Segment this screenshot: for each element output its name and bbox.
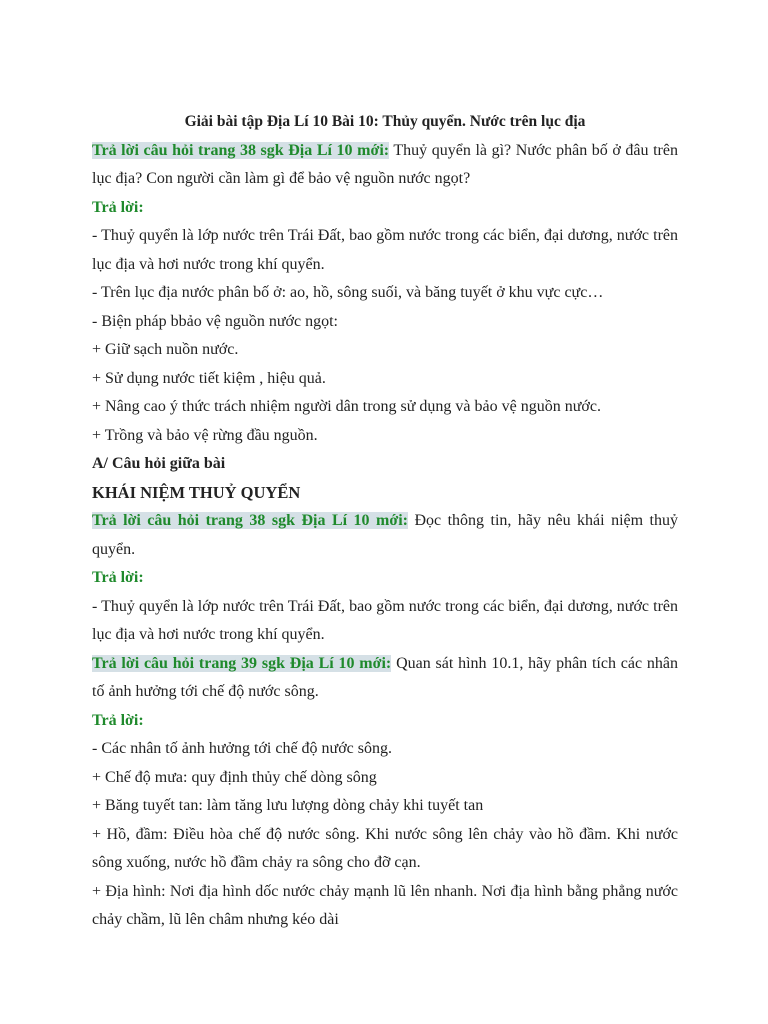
question-3 [92, 650, 678, 707]
answer-line: + Hồ, đầm: Điều hòa chế độ nước sông. Khi nước sông lên chảy vào hồ đầm. Khi nước sông xuống, nước hồ đầm chảy ra sông cho đỡ cạn. [92, 825, 678, 871]
document-page [92, 108, 678, 935]
answer-label: Trả lời: [92, 569, 144, 586]
question-label: Trả lời câu hỏi trang 39 sgk Địa Lí 10 mới: [92, 654, 392, 672]
subsection-heading: KHÁI NIỆM THUỶ QUYỂN [92, 482, 301, 502]
answer-line: + Địa hình: Nơi địa hình dốc nước chảy mạnh lũ lên nhanh. Nơi địa hình bằng phẳng nước chảy chầm, lũ lên châm nhưng kéo dài [92, 882, 678, 928]
answer-line: - Trên lục địa nước phân bố ở: ao, hồ, sông suối, và băng tuyết ở khu vực cực… [92, 284, 604, 301]
answer-line: + Giữ sạch nuồn nước. [92, 341, 239, 358]
answer-line: - Các nhân tố ảnh hưởng tới chế độ nước sông. [92, 740, 392, 757]
answer-line: + Nâng cao ý thức trách nhiệm người dân trong sử dụng và bảo vệ nguồn nước. [92, 398, 601, 415]
answer-line: + Sử dụng nước tiết kiệm , hiệu quả. [92, 369, 326, 387]
document-title: Giải bài tập Địa Lí 10 Bài 10: Thủy quyển. Nước trên lục địa [184, 113, 586, 130]
answer-line: + Chế độ mưa: quy định thủy chế dòng sông [92, 768, 377, 786]
answer-line: + Băng tuyết tan: làm tăng lưu lượng dòng chảy khi tuyết tan [92, 797, 484, 814]
question-text: Quan sát hình 10.1, hãy phân tích các nhân tố ảnh hưởng tới chế độ nước sông. [92, 654, 678, 700]
question-label: Trả lời câu hỏi trang 38 sgk Địa Lí 10 mới: [92, 512, 408, 529]
question-text: Thuỷ quyển là gì? Nước phân bố ở đâu trên lục địa? Con người cần làm gì để bảo vệ nguồn nước ngọt? [92, 141, 678, 187]
question-1 [92, 137, 678, 194]
answer-line: - Thuỷ quyển là lớp nước trên Trái Đất, bao gồm nước trong các biển, đại dương, nước trên lục địa và hơi nước trong khí quyển. [92, 227, 678, 273]
answer-line: - Thuỷ quyển là lớp nước trên Trái Đất, bao gồm nước trong các biển, đại dương, nước trên lục địa và hơi nước trong khí quyển. [92, 597, 678, 643]
question-label: Trả lời câu hỏi trang 38 sgk Địa Lí 10 mới: [92, 141, 390, 159]
section-heading: A/ Câu hỏi giữa bài [92, 455, 226, 472]
answer-line: - Biện pháp bbảo vệ nguồn nước ngọt: [92, 312, 338, 330]
answer-label: Trả lời: [92, 198, 144, 216]
answer-label: Trả lời: [92, 711, 144, 729]
question-2 [92, 507, 678, 564]
answer-line: + Trồng và bảo vệ rừng đầu nguồn. [92, 426, 318, 444]
question-text: Đọc thông tin, hãy nêu khái niệm thuỷ quyển. [92, 512, 678, 558]
